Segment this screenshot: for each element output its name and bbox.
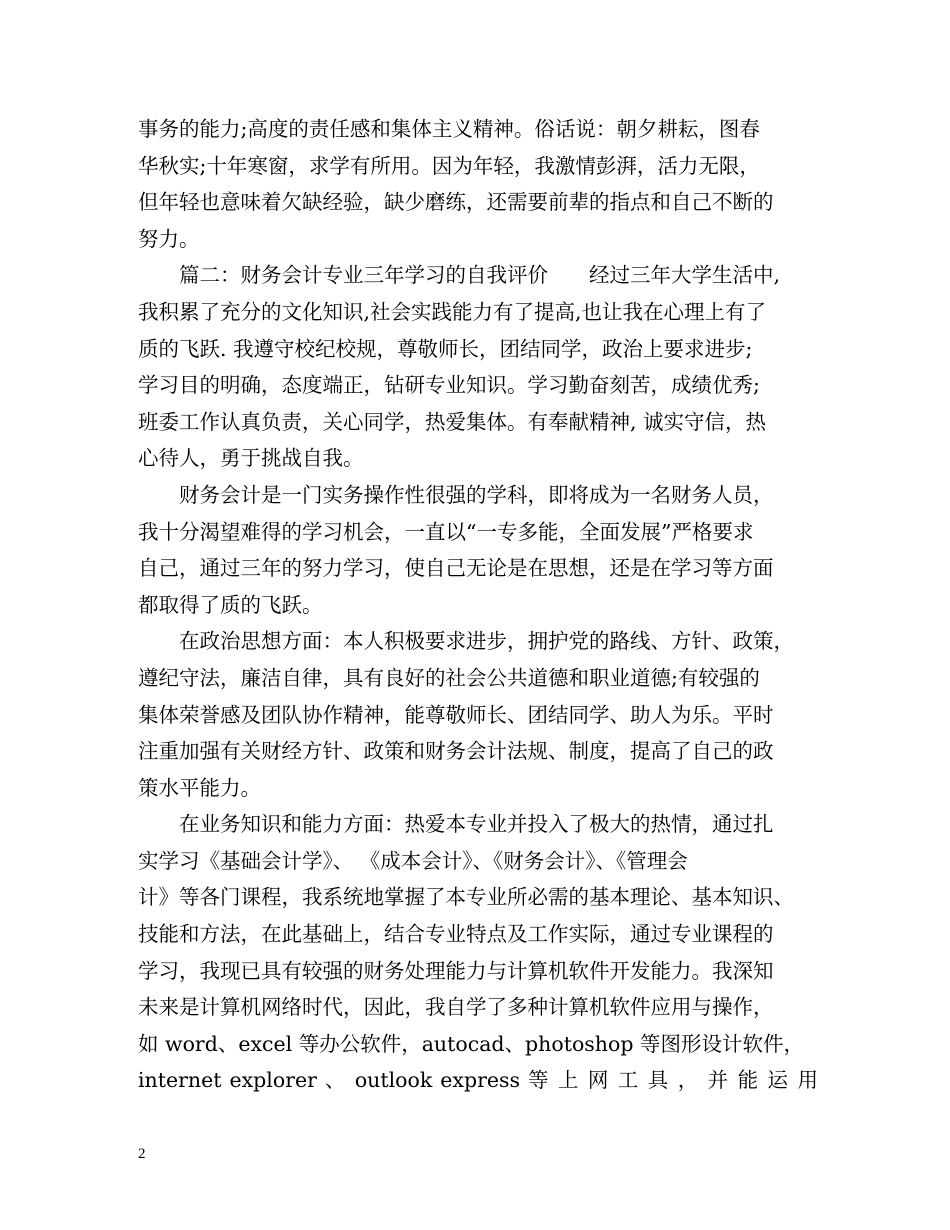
text-line: 计》等各门课程，我系统地掌握了本专业所必需的基本理论、基本知识、 [138,885,794,910]
body-text [138,111,818,1099]
text-line: 遵纪守法，廉洁自律，具有良好的社会公共道德和职业道德;有较强的 [138,665,760,690]
text-line: 华秋实;十年寒窗，求学有所用。因为年轻，我激情彭湃，活力无限， [138,153,760,178]
text-line: 学习，我现已具有较强的财务处理能力与计算机软件开发能力。我深知 [138,958,774,983]
text-line: internet explorer 、 outlook express 等 上 网 工 具 ， 并 能 运 用 [138,1068,818,1093]
text-line: 我积累了充分的文化知识,社会实践能力有了提高,也让我在心理上有了 [138,299,767,324]
text-line: 未来是计算机网络时代，因此，我自学了多种计算机软件应用与操作， [138,995,774,1020]
text-line: 注重加强有关财经方针、政策和财务会计法规、制度，提高了自己的政 [138,739,774,764]
text-line: 篇二：财务会计专业三年学习的自我评价 经过三年大学生活中, [179,263,781,288]
text-line: 质的飞跃. 我遵守校纪校规，尊敬师长，团结同学，政治上要求进步; [138,336,753,361]
text-line: 都取得了质的飞跃。 [138,592,323,617]
text-line: 集体荣誉感及团队协作精神，能尊敬师长、团结同学、助人为乐。平时 [138,702,774,727]
text-line: 努力。 [138,226,200,251]
text-line: 学习目的明确，态度端正，钻研专业知识。学习勤奋刻苦，成绩优秀; [138,373,760,398]
text-line: 在业务知识和能力方面：热爱本专业并投入了极大的热情，通过扎 [179,812,774,837]
text-line: 技能和方法，在此基础上，结合专业特点及工作实际，通过专业课程的 [138,922,774,947]
text-line: 自己，通过三年的努力学习，使自己无论是在思想，还是在学习等方面 [138,556,774,581]
text-line: 策水平能力。 [138,775,261,800]
text-line: 心待人，勇于挑战自我。 [138,446,364,471]
text-line: 班委工作认真负责，关心同学，热爱集体。有奉献精神, 诚实守信，热 [138,409,767,434]
text-line: 实学习《基础会计学》、 《成本会计》、《财务会计》、《管理会 [138,848,688,873]
text-line: 财务会计是一门实务操作性很强的学科，即将成为一名财务人员， [179,482,774,507]
text-line: 在政治思想方面：本人积极要求进步，拥护党的路线、方针、政策， [179,629,794,654]
text-line: 如 word、excel 等办公软件，autocad、photoshop 等图形设计软件， [138,1031,804,1056]
page-number: 2 [138,1146,146,1162]
text-line: 我十分渴望难得的学习机会，一直以“一专多能，全面发展”严格要求 [138,519,754,544]
text-line: 但年轻也意味着欠缺经验，缺少磨练，还需要前辈的指点和自己不断的 [138,190,774,215]
text-line: 事务的能力;高度的责任感和集体主义精神。俗话说：朝夕耕耘，图春 [138,117,760,141]
